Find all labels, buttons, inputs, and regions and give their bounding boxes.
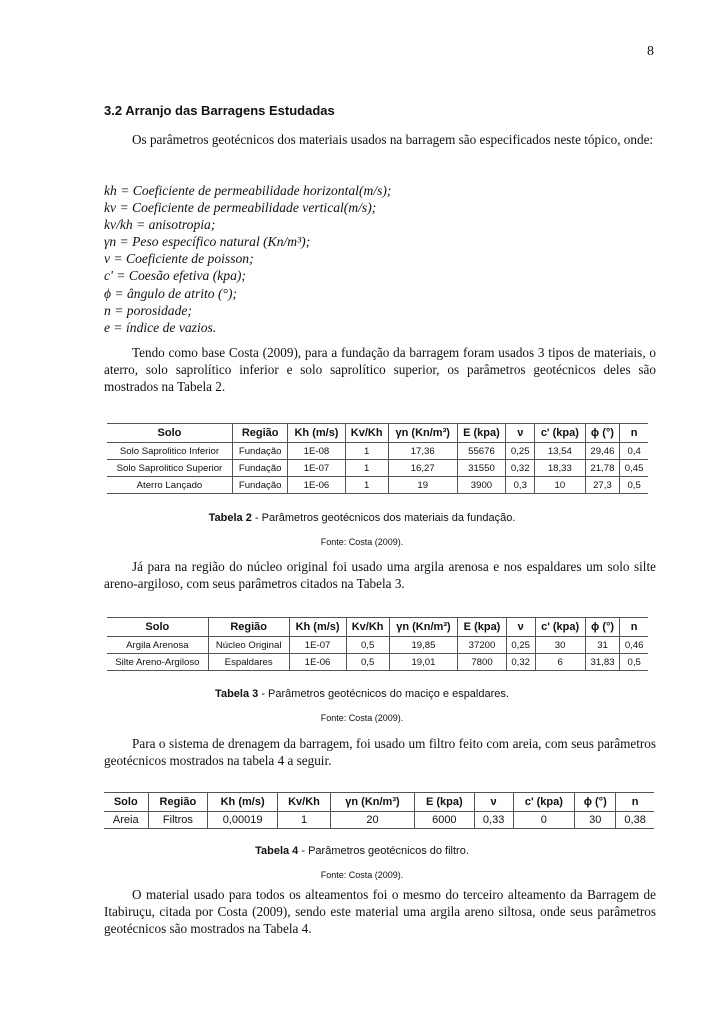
column-header: Kh (m/s) [289,618,346,637]
table-cell: 1E-06 [289,654,346,671]
table-cell: 0,25 [506,637,535,654]
table-cell: 0,25 [506,443,535,460]
table-cell: 1 [345,443,388,460]
table-cell: Areia [104,812,148,829]
column-header: Kh (m/s) [288,424,345,443]
table-cell: Aterro Lançado [107,477,232,494]
table-row [107,637,648,654]
column-header: ν [506,618,535,637]
table-cell: 1E-07 [289,637,346,654]
table-cell: 0,5 [620,477,648,494]
table-cell: 0,46 [620,637,648,654]
table-header-row [107,424,648,443]
column-header: c' (kpa) [535,424,585,443]
definition-anisotropy: kv/kh = anisotropia; [104,217,216,233]
table-cell: 0,32 [506,654,535,671]
table-cell: 3900 [457,477,506,494]
table-cell: 18,33 [535,460,585,477]
table-header-row [104,793,654,812]
column-header: c' (kpa) [513,793,575,812]
raising-paragraph: O material usado para todos os alteamentos foi o mesmo do terceiro alteamento da Barragem de Itabiruçu, citada por Costa (2009), sendo este material uma argila areno siltosa, onde seus parâmetros geotécnicos são mostrados na Tabela 4. [104,887,656,936]
table-cell: Fundação [232,443,288,460]
table-cell: 13,54 [535,443,585,460]
column-header: Região [232,424,288,443]
column-header: Kv/Kh [345,424,388,443]
definition-void-ratio: e = índice de vazios. [104,319,217,335]
table-cell: 29,46 [585,443,620,460]
column-header: Região [208,618,289,637]
table-cell: 1E-07 [288,460,345,477]
column-header: E (kpa) [457,424,506,443]
table-cell: Fundação [232,477,288,494]
table-cell: 16,27 [388,460,457,477]
column-header: γn (Kn/m³) [388,424,457,443]
table-row [107,443,648,460]
table-cell: 19,85 [389,637,457,654]
table-cell: 17,36 [388,443,457,460]
table-cell: Núcleo Original [208,637,289,654]
table-2-source: Fonte: Costa (2009). [320,537,404,547]
table-cell: 19 [388,477,457,494]
definition-kv: kv = Coeficiente de permeabilidade vertical(m/s); [104,200,377,216]
intro-paragraph: Os parâmetros geotécnicos dos materiais usados na barragem são especificados neste tópico, onde: [132,132,654,147]
table-cell: 0,00019 [208,812,278,829]
column-header: γn (Kn/m³) [331,793,415,812]
column-header: Kv/Kh [346,618,389,637]
column-header: n [616,793,654,812]
table-cell: 1 [345,477,388,494]
table-cell: 0,5 [346,654,389,671]
table-cell: 6 [535,654,585,671]
table-cell: 30 [535,637,585,654]
table-4-caption [0,845,724,857]
definition-cohesion: c' = Coesão efetiva (kpa); [104,268,246,284]
table-row [104,812,654,829]
table-cell: 30 [575,812,616,829]
table-cell: 55676 [457,443,506,460]
table-cell: 0,32 [506,460,535,477]
definitions-list [104,182,391,336]
table-cell: 27,3 [585,477,620,494]
table-cell: Silte Areno-Argiloso [107,654,208,671]
table-cell: Solo Saprolitico Inferior [107,443,232,460]
table-cell: Filtros [148,812,208,829]
table-3-caption [0,688,724,700]
table-cell: 31,83 [585,654,620,671]
foundation-paragraph: Tendo como base Costa (2009), para a fundação da barragem foram usados 3 tipos de materiais, o aterro, solo saprolítico inferior e solo saprolítico superior, os parâmetros geotécnicos deles são mostrados na Tabela 2. [104,345,656,394]
table-cell: 7800 [458,654,507,671]
table-cell: 0,4 [620,443,648,460]
caption-label: Tabela 4 [255,845,299,857]
table-cell: Solo Saprolitico Superior [107,460,232,477]
table-row [107,477,648,494]
column-header: E (kpa) [458,618,507,637]
table-cell: 20 [331,812,415,829]
column-header: γn (Kn/m³) [389,618,457,637]
column-header: Kv/Kh [277,793,330,812]
section-title: 3.2 Arranjo das Barragens Estudadas [104,103,335,118]
table-cell: 31550 [457,460,506,477]
core-paragraph: Já para na região do núcleo original foi usado uma argila arenosa e nos espaldares um solo silte areno-argiloso, com seus parâmetros citados na Tabela 3. [104,559,656,591]
table-header-row [107,618,648,637]
table-cell: 31 [585,637,620,654]
table-cell: 0,45 [620,460,648,477]
column-header: ϕ (°) [585,618,620,637]
table-2-foundation-parameters [107,423,648,494]
table-cell: 0,5 [620,654,648,671]
table-row [107,460,648,477]
table-3-core-parameters [107,617,648,671]
table-cell: 21,78 [585,460,620,477]
table-cell: Argila Arenosa [107,637,208,654]
definition-kh: kh = Coeficiente de permeabilidade horizontal(m/s); [104,183,392,198]
caption-label: Tabela 2 [208,512,252,524]
caption-text: - Parâmetros geotécnicos do filtro. [298,845,469,857]
column-header: Solo [107,424,232,443]
definition-unit-weight: γn = Peso específico natural (Kn/m³); [104,234,311,250]
column-header: Região [148,793,208,812]
table-cell: 6000 [414,812,474,829]
definition-poisson: ν = Coeficiente de poisson; [104,251,254,267]
table-2-caption [0,512,724,524]
table-3-source: Fonte: Costa (2009). [320,713,404,723]
column-header: c' (kpa) [535,618,585,637]
drainage-paragraph: Para o sistema de drenagem da barragem, foi usado um filtro feito com areia, com seus parâmetros geotécnicos mostrados na tabela 4 a seguir. [104,736,656,768]
page-number: 8 [647,44,654,59]
table-row [107,654,648,671]
column-header: ϕ (°) [585,424,620,443]
table-cell: 0,5 [346,637,389,654]
caption-label: Tabela 3 [215,688,259,700]
table-cell: 37200 [458,637,507,654]
definition-friction-angle: ϕ = ângulo de atrito (°); [104,285,238,301]
table-cell: Espaldares [208,654,289,671]
table-cell: 0,33 [474,812,513,829]
column-header: ν [506,424,535,443]
column-header: Solo [104,793,148,812]
table-cell: 1 [277,812,330,829]
column-header: ϕ (°) [575,793,616,812]
table-cell: 19,01 [389,654,457,671]
column-header: Solo [107,618,208,637]
column-header: Kh (m/s) [208,793,278,812]
table-4-source: Fonte: Costa (2009). [320,870,404,880]
table-cell: 1E-08 [288,443,345,460]
table-cell: 0 [513,812,575,829]
caption-text: - Parâmetros geotécnicos dos materiais da fundação. [251,512,516,524]
column-header: n [620,618,648,637]
definition-porosity: n = porosidade; [104,302,192,318]
table-cell: 0,38 [616,812,654,829]
table-cell: 10 [535,477,585,494]
column-header: E (kpa) [414,793,474,812]
column-header: ν [474,793,513,812]
column-header: n [620,424,648,443]
table-cell: 1 [345,460,388,477]
table-cell: Fundação [232,460,288,477]
table-cell: 1E-06 [288,477,345,494]
table-cell: 0,3 [506,477,535,494]
caption-text: - Parâmetros geotécnicos do maciço e espaldares. [258,688,509,700]
table-4-filter-parameters [104,792,654,829]
